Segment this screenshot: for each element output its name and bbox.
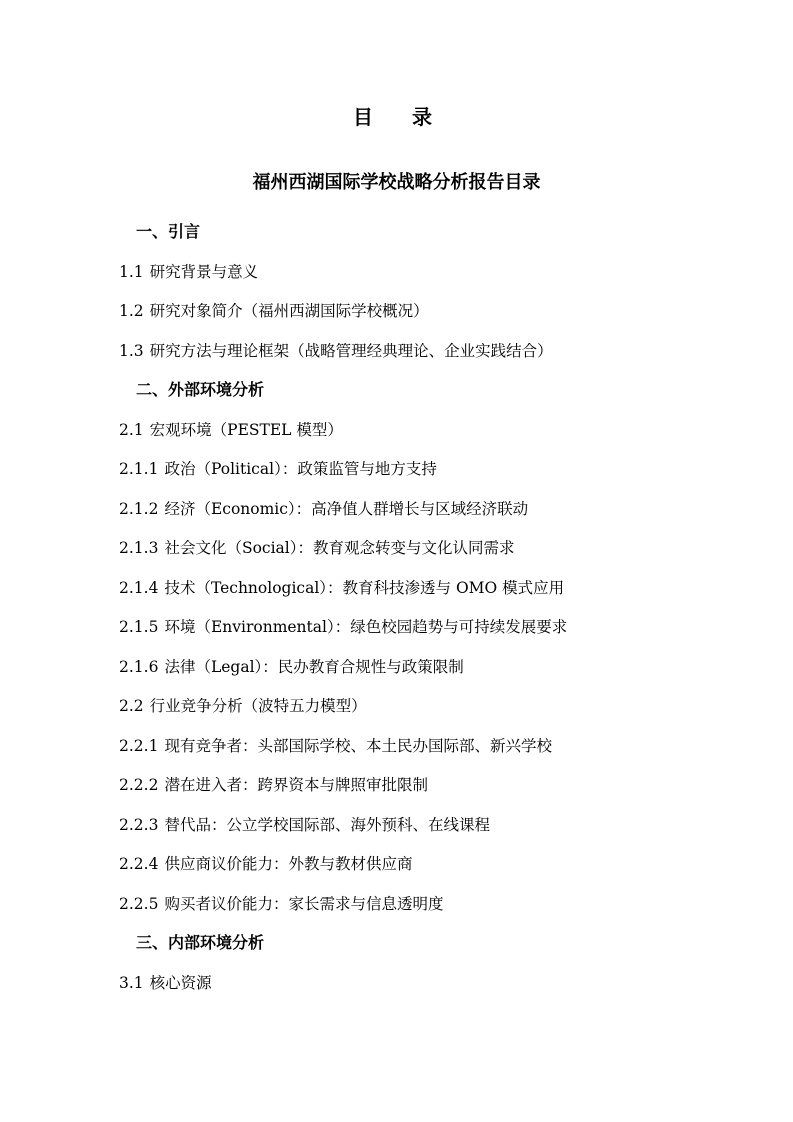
toc-item-text: 研究对象简介（福州西湖国际学校概况） — [149, 302, 429, 320]
toc-item-number: 3.1 — [119, 973, 144, 992]
toc-item — [119, 694, 367, 718]
toc-item-number: 2.1.5 — [119, 618, 159, 636]
toc-item-number: 2.1.4 — [119, 578, 159, 597]
toc-item-text: 法律（Legal）：民办教育合规性与政策限制 — [164, 657, 464, 676]
toc-item-text: 购买者议价能力：家长需求与信息透明度 — [164, 894, 444, 913]
toc-item-number: 2.2.5 — [119, 894, 159, 913]
toc-item — [119, 813, 490, 837]
toc-item-number: 2.2.4 — [119, 855, 159, 873]
toc-item — [119, 655, 464, 679]
toc-item-text: 宏观环境（PESTEL 模型） — [149, 420, 343, 439]
toc-section-heading — [136, 931, 264, 955]
toc-item-number: 2.1.2 — [119, 499, 159, 518]
toc-item-text: 政治（Political）：政策监管与地方支持 — [164, 460, 437, 478]
toc-item-text: 社会文化（Social）：教育观念转变与文化认同需求 — [164, 539, 515, 557]
toc-item-number: 2.1.6 — [119, 657, 159, 676]
toc-heading: 目 录 — [353, 105, 448, 129]
toc-item-text: 潜在进入者：跨界资本与牌照审批限制 — [164, 776, 428, 794]
toc-item-number: 2.1.1 — [119, 460, 159, 478]
toc-item-number: 2.2.1 — [119, 736, 159, 755]
toc-item-text: 替代品：公立学校国际部、海外预科、在线课程 — [164, 815, 490, 834]
toc-item — [119, 260, 258, 284]
toc-section-heading — [136, 378, 264, 402]
toc-item — [119, 852, 412, 876]
report-title: 福州西湖国际学校战略分析报告目录 — [252, 172, 541, 193]
toc-item-text: 研究背景与意义 — [149, 262, 259, 281]
toc-item-number: 2.2.3 — [119, 815, 159, 834]
toc-item — [119, 734, 552, 758]
toc-item-text: 三、内部环境分析 — [136, 933, 265, 952]
toc-item-text: 环境（Environmental）：绿色校园趋势与可持续发展要求 — [164, 618, 568, 636]
toc-item-text: 二、外部环境分析 — [136, 380, 265, 399]
toc-item-text: 经济（Economic）：高净值人群增长与区域经济联动 — [164, 499, 529, 518]
toc-section-heading — [136, 220, 200, 244]
toc-item-number: 2.1 — [119, 420, 144, 439]
toc-item — [119, 457, 437, 481]
toc-item-text: 技术（Technological）：教育科技渗透与 OMO 模式应用 — [164, 578, 565, 597]
toc-item-text: 现有竞争者：头部国际学校、本土民办国际部、新兴学校 — [164, 736, 552, 755]
toc-item — [119, 576, 564, 600]
toc-item-text: 行业竞争分析（波特五力模型） — [149, 697, 367, 715]
toc-item — [119, 339, 553, 363]
toc-item — [119, 773, 428, 797]
toc-item — [119, 418, 343, 442]
toc-item — [119, 299, 429, 323]
toc-item — [119, 971, 212, 995]
toc-item-number: 2.1.3 — [119, 539, 159, 557]
toc-item-text: 供应商议价能力：外教与教材供应商 — [164, 855, 413, 873]
toc-item-number: 2.2 — [119, 697, 144, 715]
toc-item — [119, 615, 567, 639]
toc-item-text: 研究方法与理论框架（战略管理经典理论、企业实践结合） — [149, 341, 553, 360]
toc-item-text: 一、引言 — [136, 222, 201, 241]
toc-item — [119, 497, 528, 521]
toc-item-text: 核心资源 — [149, 973, 212, 992]
toc-item-number: 1.3 — [119, 341, 144, 360]
toc-item — [119, 536, 515, 560]
toc-item-number: 1.1 — [119, 262, 144, 281]
toc-item — [119, 892, 443, 916]
toc-item-number: 2.2.2 — [119, 776, 159, 794]
toc-item-number: 1.2 — [119, 302, 144, 320]
